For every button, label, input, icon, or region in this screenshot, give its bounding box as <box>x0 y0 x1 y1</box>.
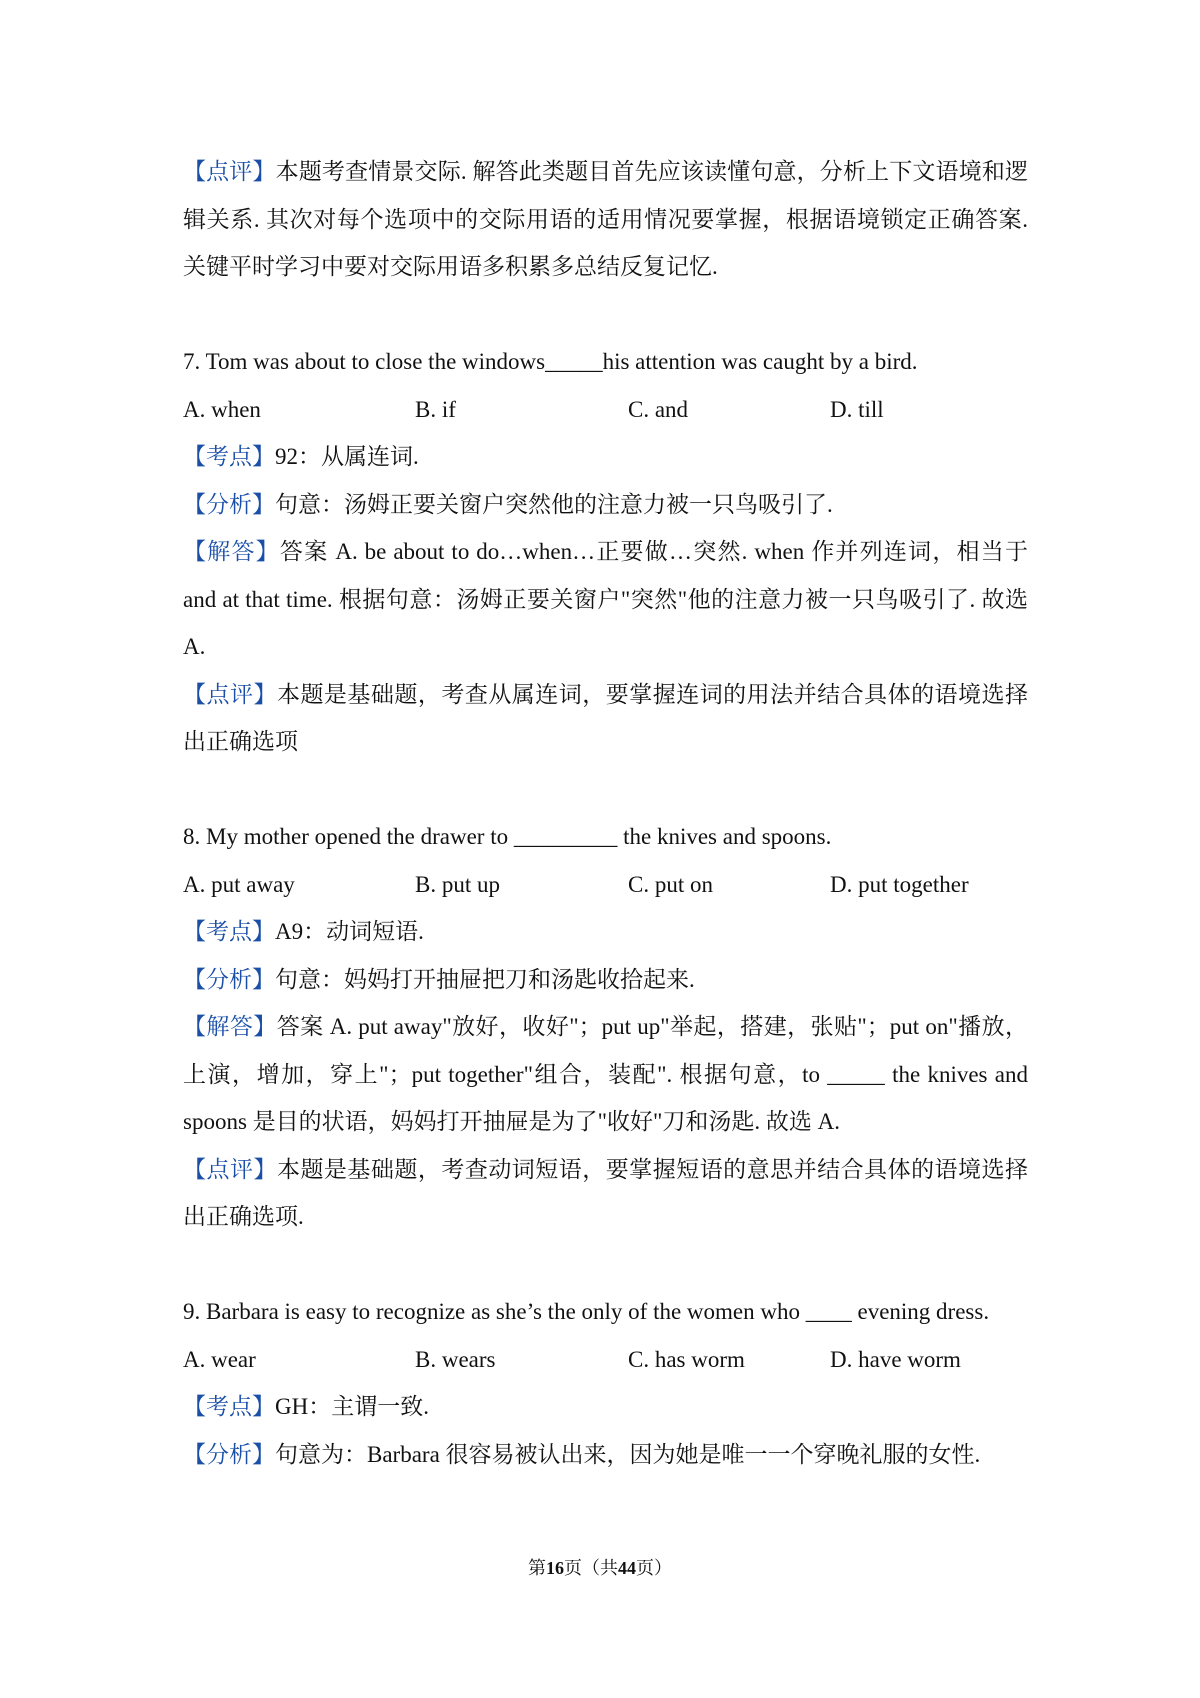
fenxi-text: 句意：汤姆正要关窗户突然他的注意力被一只鸟吸引了. <box>275 491 833 517</box>
comment-tag: 【点评】 <box>183 159 276 184</box>
dianping-text: 本题是基础题，考查从属连词，要掌握连词的用法并结合具体的语境选择出正确选项 <box>183 681 1029 754</box>
question-7-fenxi <box>183 481 1028 529</box>
kaodian-text: 92：从属连词. <box>275 444 419 469</box>
option-c: C. put on <box>628 871 713 897</box>
option-d: D. put together <box>830 871 969 897</box>
fenxi-text: 句意为：Barbara 很容易被认出来，因为她是唯一一个穿晚礼服的女性. <box>275 1441 981 1467</box>
question-9-kaodian <box>183 1383 1028 1431</box>
option-a: A. put away <box>183 871 295 897</box>
footer-middle: 页（共 <box>564 1558 618 1578</box>
option-c: C. and <box>628 396 689 422</box>
fenxi-tag: 【分析】 <box>183 1441 275 1467</box>
question-8-fenxi <box>183 956 1028 1004</box>
option-b: B. if <box>415 396 456 422</box>
question-8-options <box>183 861 1028 909</box>
footer-prefix: 第 <box>528 1558 546 1578</box>
dianping-tag: 【点评】 <box>183 1156 277 1182</box>
jieda-tag: 【解答】 <box>183 539 280 564</box>
dianping-text: 本题是基础题，考查动词短语，要掌握短语的意思并结合具体的语境选择出正确选项. <box>183 1156 1029 1229</box>
footer-suffix: 页） <box>636 1558 672 1578</box>
question-9-stem: 9. Barbara is easy to recognize as she’s the only of the women who ____ evening dress. <box>183 1299 990 1324</box>
kaodian-text: GH：主谓一致. <box>275 1394 429 1419</box>
option-b: B. put up <box>415 871 500 897</box>
comment-text: 本题考查情景交际. 解答此类题目首先应该读懂句意，分析上下文语境和逻辑关系. 其次对每个选项中的交际用语的适用情况要掌握，根据语境锁定正确答案. 关键平时学习中要对交际用语多积累多总结反复记忆. <box>183 159 1029 279</box>
question-8-dianping <box>183 1146 1028 1241</box>
fenxi-tag: 【分析】 <box>183 966 275 992</box>
dianping-tag: 【点评】 <box>183 681 277 707</box>
current-page-number: 16 <box>546 1558 564 1578</box>
option-b: B. wears <box>415 1346 496 1372</box>
intro-comment <box>183 148 1028 291</box>
jieda-tag: 【解答】 <box>183 1014 277 1039</box>
question-7-jieda <box>183 528 1028 671</box>
kaodian-tag: 【考点】 <box>183 919 275 944</box>
option-a: A. wear <box>183 1346 256 1372</box>
question-8-jieda <box>183 1003 1028 1146</box>
document-body <box>183 148 1028 1478</box>
jieda-text: 答案 A. be about to do…when…正要做…突然. when 作并列连词，相当于 and at that time. 根据句意：汤姆正要关窗户"突然"他的注意力被一只鸟吸引了. 故选 A. <box>183 539 1028 659</box>
page-footer <box>0 1556 1200 1580</box>
question-7-dianping <box>183 671 1028 766</box>
option-c: C. has worm <box>628 1346 745 1372</box>
kaodian-tag: 【考点】 <box>183 1394 275 1419</box>
question-7-kaodian <box>183 433 1028 481</box>
fenxi-tag: 【分析】 <box>183 491 275 517</box>
question-7-stem: 7. Tom was about to close the windows_____his attention was caught by a bird. <box>183 349 918 374</box>
jieda-text: 答案 A. put away"放好，收好"；put up"举起，搭建，张贴"；put on"播放，上演，增加，穿上"；put together"组合，装配". 根据句意，to _____ the knives and spoons 是目的状语，妈妈打开抽屉是为了"收好"刀和汤匙. 故选 A. <box>183 1014 1028 1134</box>
kaodian-text: A9：动词短语. <box>275 919 424 944</box>
question-9-options <box>183 1336 1028 1384</box>
question-8-stem: 8. My mother opened the drawer to _________ the knives and spoons. <box>183 824 832 849</box>
question-9-fenxi <box>183 1431 1028 1479</box>
option-d: D. till <box>830 396 884 422</box>
option-a: A. when <box>183 396 261 422</box>
kaodian-tag: 【考点】 <box>183 444 275 469</box>
question-7-options <box>183 386 1028 434</box>
fenxi-text: 句意：妈妈打开抽屉把刀和汤匙收拾起来. <box>275 966 695 992</box>
question-8-kaodian <box>183 908 1028 956</box>
option-d: D. have worm <box>830 1346 961 1372</box>
total-page-count: 44 <box>618 1558 636 1578</box>
